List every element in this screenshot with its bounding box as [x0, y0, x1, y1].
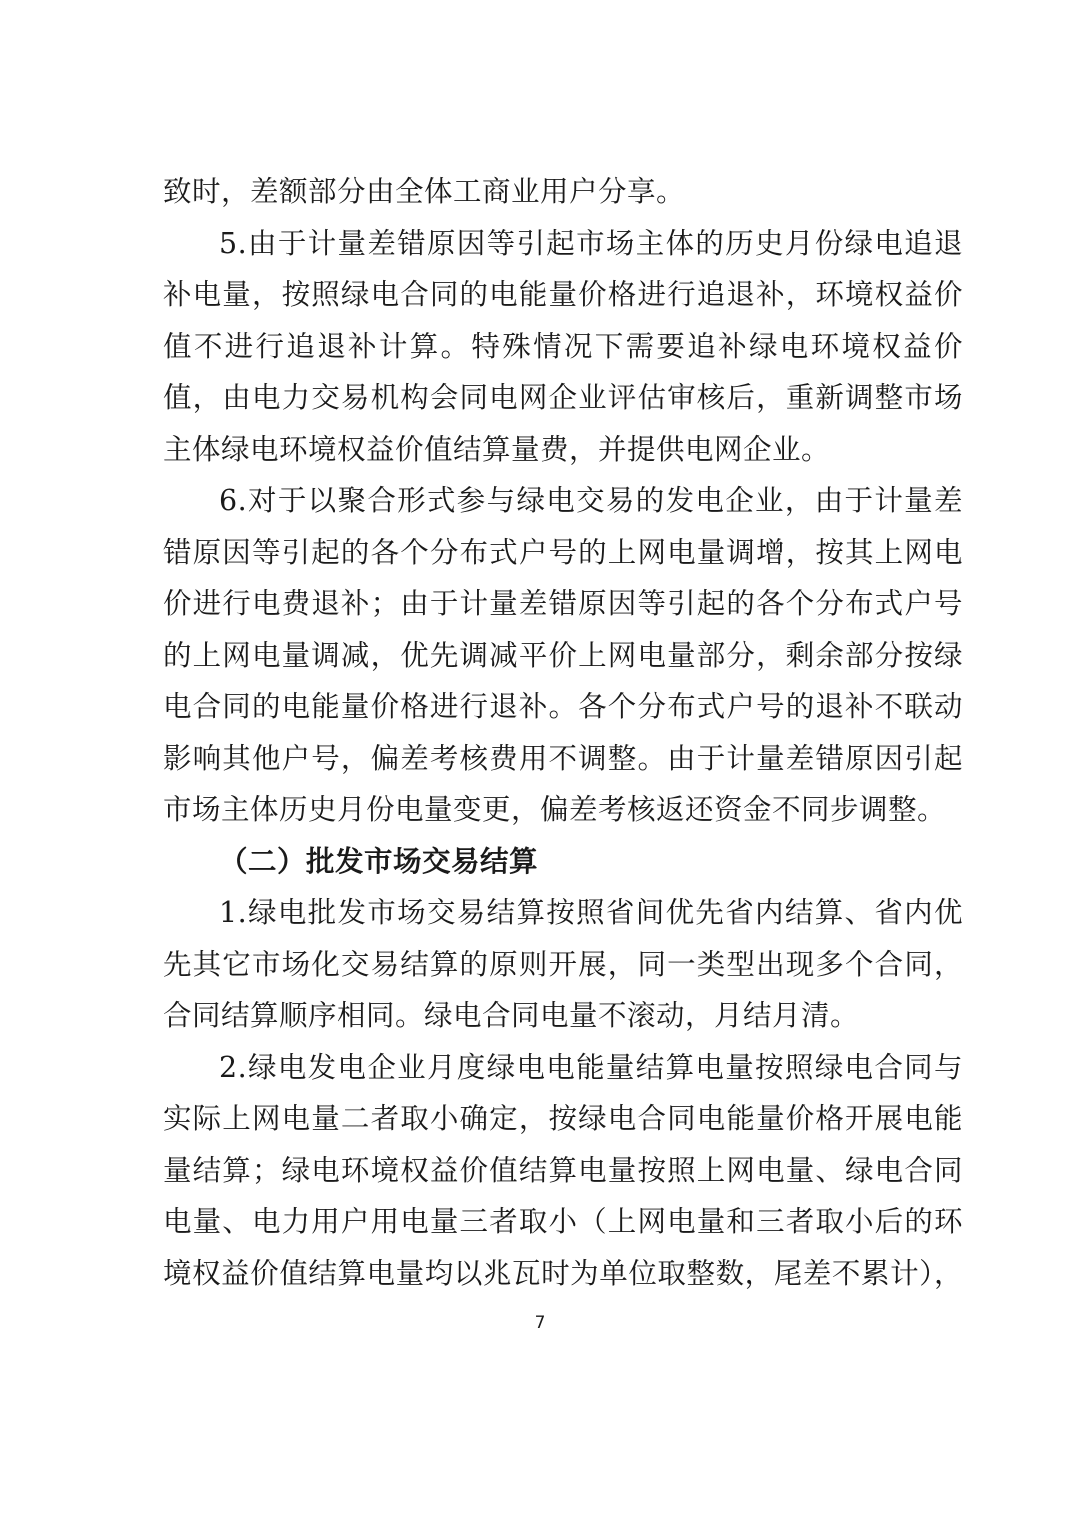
- text-line: 市场主体历史月份电量变更，偏差考核返还资金不同步调整。: [163, 793, 947, 826]
- text-line: 主体绿电环境权益价值结算量费，并提供电网企业。: [163, 432, 831, 466]
- text-line: 量结算；绿电环境权益价值结算电量按照上网电量、绿电合同: [163, 1153, 963, 1187]
- text-line: 的上网电量调减，优先调减平价上网电量部分，剩余部分按绿: [163, 638, 963, 672]
- page-number: 7: [534, 1313, 546, 1333]
- text-line: 1.绿电批发市场交易结算按照省间优先省内结算、省内优: [219, 896, 963, 929]
- text-line: 实际上网电量二者取小确定，按绿电合同电能量价格开展电能: [163, 1102, 963, 1135]
- body-text: [163, 166, 963, 1299]
- text-line: 致时，差额部分由全体工商业用户分享。: [163, 175, 686, 208]
- text-line: 影响其他户号，偏差考核费用不调整。由于计量差错原因引起: [163, 741, 963, 775]
- text-line: 先其它市场化交易结算的原则开展，同一类型出现多个合同，: [163, 947, 963, 981]
- text-line: 6.对于以聚合形式参与绿电交易的发电企业，由于计量差: [219, 484, 963, 517]
- text-line: 值不进行追退补计算。特殊情况下需要追补绿电环境权益价: [163, 329, 963, 363]
- text-line: 电合同的电能量价格进行退补。各个分布式户号的退补不联动: [163, 690, 963, 723]
- text-line: 价进行电费退补；由于计量差错原因等引起的各个分布式户号: [163, 587, 963, 620]
- text-line: 错原因等引起的各个分布式户号的上网电量调增，按其上网电: [163, 535, 963, 569]
- text-line: 5.由于计量差错原因等引起市场主体的历史月份绿电追退: [219, 226, 963, 260]
- text-line: 补电量，按照绿电合同的电能量价格进行追退补，环境权益价: [163, 278, 963, 311]
- text-line: 境权益价值结算电量均以兆瓦时为单位取整数，尾差不累计），: [163, 1256, 963, 1290]
- section-heading: （二）批发市场交易结算: [219, 843, 539, 878]
- text-line: 电量、电力用户用电量三者取小（上网电量和三者取小后的环: [163, 1205, 963, 1238]
- text-line: 值，由电力交易机构会同电网企业评估审核后，重新调整市场: [163, 381, 963, 414]
- text-line: 合同结算顺序相同。绿电合同电量不滚动，月结月清。: [163, 999, 860, 1032]
- text-line: 2.绿电发电企业月度绿电电能量结算电量按照绿电合同与: [219, 1050, 963, 1084]
